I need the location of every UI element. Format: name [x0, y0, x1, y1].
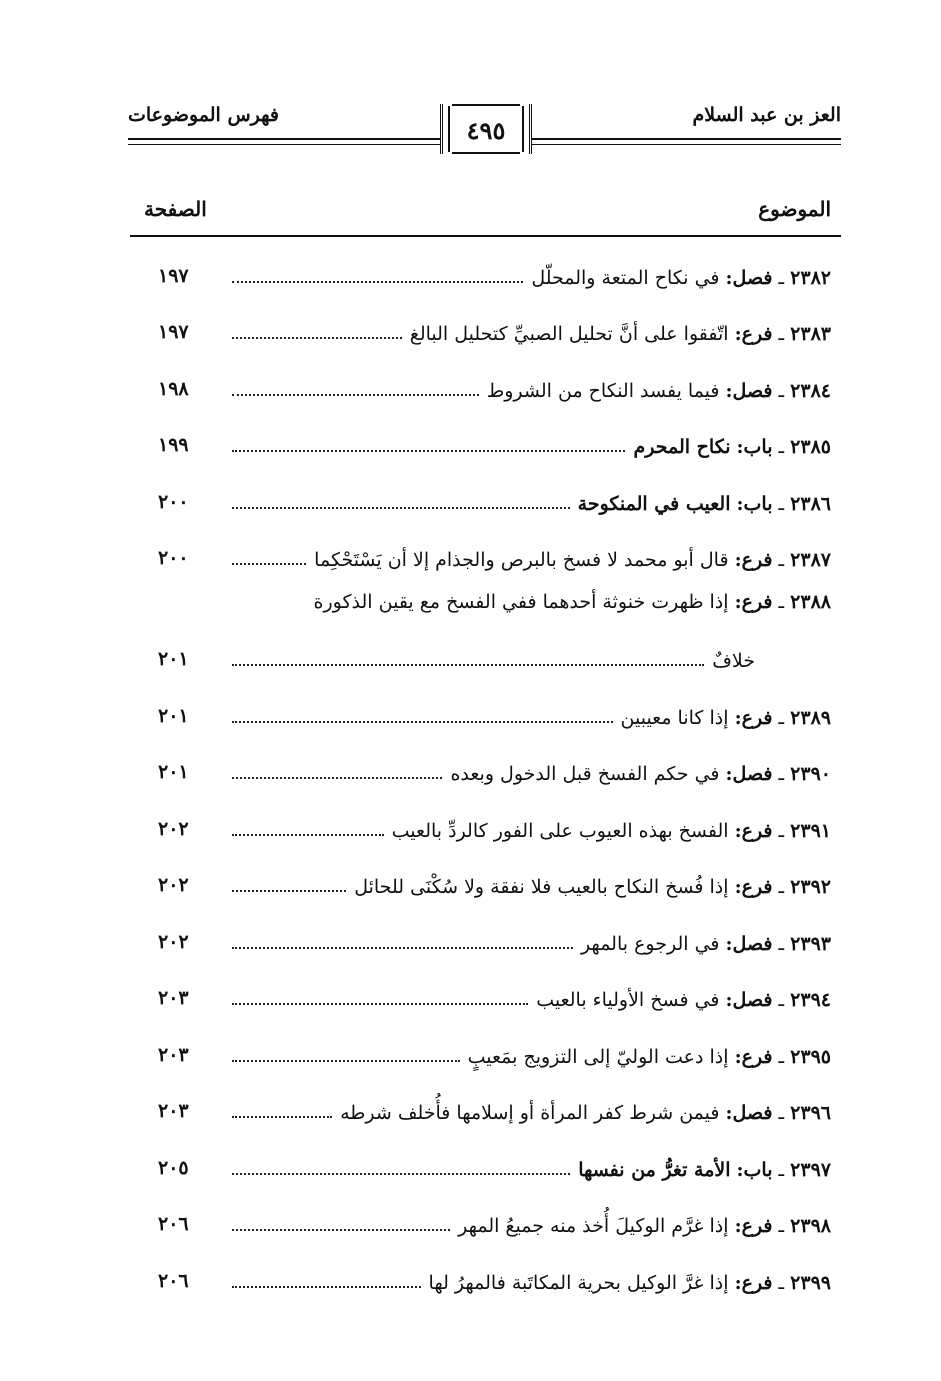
dot-leader — [232, 1173, 570, 1175]
entry-number: ٢٣٩٨ — [790, 1215, 831, 1237]
running-header — [128, 98, 841, 158]
entry-title: في الرجوع بالمهر — [580, 932, 720, 955]
toc-entry: ٢٣٨٩ ـ فرع: إذا كانا معيبين ٢٠١ — [158, 704, 831, 729]
dot-leader — [232, 1229, 450, 1231]
dot-leader — [232, 664, 704, 666]
entry-page: ١٩٩ — [158, 434, 189, 456]
toc-entry: ٢٣٨٤ ـ فصل: فيما يفسد النكاح من الشروط ١٩٨ — [158, 377, 831, 402]
entry-page: ١٩٧ — [158, 264, 189, 287]
dot-leader — [232, 947, 573, 949]
entry-number: ٢٣٩٩ — [790, 1271, 831, 1294]
dot-leader — [232, 834, 384, 836]
entry-number: ٢٣٨٤ — [790, 379, 831, 402]
entry-number: ٢٣٩١ — [790, 819, 831, 842]
entry-label: فرع: — [734, 549, 773, 571]
entry-label: فصل: — [725, 379, 773, 402]
entry-page: ٢٠٦ — [158, 1213, 189, 1235]
entry-page: ٢٠١ — [158, 648, 189, 670]
toc-entry: ٢٣٩٦ ـ فصل: فيمن شرط كفر المرأة أو إسلامها فأُخلف شرطه ٢٠٣ — [158, 1100, 831, 1124]
entry-page: ٢٠٣ — [158, 1043, 189, 1066]
entry-label: فصل: — [725, 1102, 773, 1124]
dot-leader — [232, 721, 613, 723]
entry-label: فصل: — [725, 989, 773, 1011]
toc-entry: ٢٣٨٣ ـ فرع: اتّفقوا على أنَّ تحليل الصبيِّ كتحليل البالغ ١٩٧ — [158, 321, 831, 345]
page-number-frame — [440, 104, 532, 154]
entry-label: باب: — [736, 1158, 773, 1181]
toc-entry: ٢٣٩٨ ـ فرع: إذا غرَّم الوكيلَ أُخذ منه جميعُ المهر ٢٠٦ — [158, 1213, 831, 1237]
toc-entry: ٢٣٩٠ ـ فصل: في حكم الفسخ قبل الدخول وبعده ٢٠١ — [158, 761, 831, 785]
header-section: فهرس الموضوعات — [128, 104, 279, 126]
column-header-rule — [130, 235, 841, 237]
column-topic: الموضوع — [758, 197, 831, 221]
entry-page: ٢٠٣ — [158, 1100, 189, 1122]
entry-label: فرع: — [734, 591, 773, 613]
toc-entry: ٢٣٨٧ ـ فرع: قال أبو محمد لا فسخ بالبرص والجذام إلا أن يَسْتَحْكِما ٢٠٠ — [158, 547, 831, 571]
toc-entry: ٢٣٨٥ ـ باب: نكاح المحرم ١٩٩ — [158, 434, 831, 458]
entry-title: اتّفقوا على أنَّ تحليل الصبيِّ كتحليل البالغ — [409, 323, 729, 345]
entry-number: ٢٣٨٣ — [790, 323, 831, 345]
entry-title: العيب في المنكوحة — [577, 492, 731, 515]
entry-label: فرع: — [734, 1215, 773, 1237]
entry-number: ٢٣٩٧ — [790, 1158, 831, 1181]
entry-title: إذا دعت الوليّ إلى التزويج بمَعيبٍ — [467, 1045, 729, 1068]
entry-label: فرع: — [734, 819, 773, 842]
entry-title: في حكم الفسخ قبل الدخول وبعده — [450, 763, 720, 785]
entry-number: ٢٣٨٥ — [790, 436, 831, 458]
dot-leader — [232, 777, 442, 779]
header-author: العز بن عبد السلام — [692, 104, 841, 126]
dot-leader — [232, 1116, 332, 1118]
entry-number: ٢٣٩٣ — [790, 932, 831, 955]
entry-title: فيمن شرط كفر المرأة أو إسلامها فأُخلف شرطه — [340, 1102, 720, 1124]
entry-page: ٢٠٥ — [158, 1156, 189, 1179]
entry-title: إذا فُسخ النكاح بالعيب فلا نفقة ولا سُكْنَى للحائل — [354, 876, 729, 898]
entry-label: فرع: — [734, 1271, 773, 1294]
entry-label: فصل: — [725, 266, 773, 289]
entry-number: ٢٣٨٦ — [790, 492, 831, 515]
entry-number: ٢٣٩٢ — [790, 876, 831, 898]
entry-title-continued: خلافٌ — [712, 650, 755, 672]
entry-number: ٢٣٨٢ — [790, 266, 831, 289]
dot-leader — [232, 563, 306, 565]
entry-title: إذا ظهرت خنوثة أحدهما ففي الفسخ مع يقين الذكورة — [313, 591, 729, 613]
toc-entry: ٢٣٩٣ ـ فصل: في الرجوع بالمهر ٢٠٢ — [158, 930, 831, 955]
dot-leader — [232, 450, 625, 452]
dot-leader — [232, 1003, 528, 1005]
toc-entry: ٢٣٩٢ ـ فرع: إذا فُسخ النكاح بالعيب فلا نفقة ولا سُكْنَى للحائل ٢٠٢ — [158, 874, 831, 898]
toc-entry: ٢٣٩٧ ـ باب: الأمة تغرُّ من نفسها ٢٠٥ — [158, 1156, 831, 1181]
entry-title: إذا غرَّ الوكيل بحرية المكاتَبة فالمهرُ لها — [428, 1271, 729, 1294]
toc-entry: ٢٣٩٤ ـ فصل: في فسخ الأولياء بالعيب ٢٠٣ — [158, 987, 831, 1011]
entry-number: ٢٣٩٤ — [790, 989, 831, 1011]
entry-number: ٢٣٨٧ — [790, 549, 831, 571]
entry-page: ٢٠٠ — [158, 490, 189, 513]
column-page: الصفحة — [144, 197, 207, 221]
toc-entry: ٢٣٨٨ ـ فرع: إذا ظهرت خنوثة أحدهما ففي الفسخ مع يقين الذكورة خلافٌ ٢٠١ — [158, 591, 831, 672]
entry-title: قال أبو محمد لا فسخ بالبرص والجذام إلا أن يَسْتَحْكِما — [314, 549, 729, 571]
entry-page: ٢٠٣ — [158, 987, 189, 1009]
entry-title: نكاح المحرم — [633, 436, 731, 458]
entry-number: ٢٣٩٦ — [790, 1102, 831, 1124]
entry-label: باب: — [736, 436, 773, 458]
dot-leader — [232, 507, 570, 509]
toc-list — [130, 240, 841, 1302]
toc-entry: ٢٣٩٥ ـ فرع: إذا دعت الوليّ إلى التزويج بمَعيبٍ ٢٠٣ — [158, 1043, 831, 1068]
entry-page: ٢٠١ — [158, 761, 189, 783]
toc-entry: ٢٣٩٩ ـ فرع: إذا غرَّ الوكيل بحرية المكاتَبة فالمهرُ لها ٢٠٦ — [158, 1269, 831, 1294]
entry-label: فصل: — [725, 763, 773, 785]
dot-leader — [232, 1060, 460, 1062]
dot-leader — [232, 890, 346, 892]
entry-label: فرع: — [734, 876, 773, 898]
entry-label: فرع: — [734, 1045, 773, 1068]
entry-label: فرع: — [734, 323, 773, 345]
entry-label: باب: — [736, 492, 773, 515]
entry-title: إذا غرَّم الوكيلَ أُخذ منه جميعُ المهر — [458, 1215, 729, 1237]
toc-entry: ٢٣٩١ ـ فرع: الفسخ بهذه العيوب على الفور كالردِّ بالعيب ٢٠٢ — [158, 817, 831, 842]
entry-number: ٢٣٩٠ — [790, 763, 831, 785]
entry-page: ٢٠٦ — [158, 1269, 189, 1292]
entry-number: ٢٣٨٨ — [790, 591, 831, 613]
column-headers — [130, 195, 841, 235]
entry-title: الفسخ بهذه العيوب على الفور كالردِّ بالعيب — [391, 819, 729, 842]
entry-title: الأمة تغرُّ من نفسها — [578, 1158, 731, 1181]
dot-leader — [232, 394, 479, 396]
entry-title: فيما يفسد النكاح من الشروط — [486, 379, 720, 402]
entry-page: ٢٠٢ — [158, 874, 189, 896]
entry-page: ٢٠٢ — [158, 817, 189, 840]
entry-page: ١٩٧ — [158, 321, 189, 343]
entry-number: ٢٣٩٥ — [790, 1045, 831, 1068]
entry-page: ٢٠٠ — [158, 547, 189, 569]
toc-entry: ٢٣٨٢ ـ فصل: في نكاح المتعة والمحلّل ١٩٧ — [158, 264, 831, 289]
dot-leader — [232, 1286, 421, 1288]
toc-entry: ٢٣٨٦ ـ باب: العيب في المنكوحة ٢٠٠ — [158, 490, 831, 515]
entry-title: إذا كانا معيبين — [620, 706, 729, 729]
entry-page: ٢٠٢ — [158, 930, 189, 953]
entry-page: ٢٠١ — [158, 704, 189, 727]
entry-title: في نكاح المتعة والمحلّل — [531, 266, 720, 289]
page-number: ٤٩٥ — [466, 116, 506, 145]
dot-leader — [232, 337, 402, 339]
entry-page: ١٩٨ — [158, 377, 189, 400]
entry-label: فرع: — [734, 706, 773, 729]
dot-leader — [232, 281, 523, 283]
entry-number: ٢٣٨٩ — [790, 706, 831, 729]
entry-title: في فسخ الأولياء بالعيب — [536, 989, 720, 1011]
entry-label: فصل: — [725, 932, 773, 955]
